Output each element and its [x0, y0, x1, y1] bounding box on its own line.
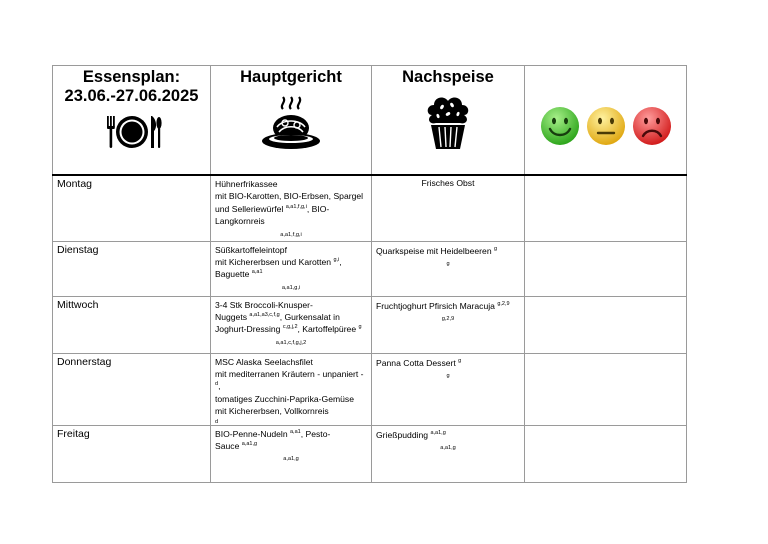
- main-dish-cell: [211, 241, 372, 296]
- main-dish-allergens: d: [215, 418, 219, 425]
- day-label: Montag: [57, 178, 93, 190]
- plan-title: Essensplan: 23.06.-27.06.2025: [64, 68, 199, 105]
- rating-cell[interactable]: [525, 296, 687, 353]
- rating-faces: [525, 66, 686, 148]
- day-label: Dienstag: [57, 243, 99, 256]
- dessert-allergens: g: [446, 372, 450, 379]
- day-row: [53, 353, 687, 425]
- main-dish: 3-4 Stk Broccoli-Knusper- Nuggets $^{a,a1,a3,c,f,g}$, Gurkensalat in Joghurt-Dressing $^{c,g,j,2}$, Kartoffelpüree $^g$: [215, 299, 362, 335]
- day-row: [53, 425, 687, 482]
- main-dish-header-cell: [211, 66, 372, 176]
- dessert-allergens: a,a1,g: [440, 444, 456, 451]
- main-dish-allergens: a,a1,g: [283, 456, 299, 463]
- rating-header-cell: [525, 66, 687, 176]
- main-dish: MSC Alaska Seelachsfilet mit mediterranen Kräutern - unpaniert - $^d$, tomatiges Zucchini-Paprika-Gemüse mit Kichererbsen, Vollkornreis: [215, 356, 364, 417]
- main-dish: Hühnerfrikassee mit BIO-Karotten, BIO-Erbsen, Spargel und Selleriewürfel $^{a,a1,f,g,i}$, BIO- Langkornreis: [215, 179, 364, 227]
- day-cell: [53, 425, 211, 482]
- dessert: Grießpudding $^{a,a1,g}$: [376, 429, 446, 440]
- rating-cell[interactable]: [525, 241, 687, 296]
- day-label: Mittwoch: [57, 298, 99, 311]
- rating-cell[interactable]: [525, 175, 687, 241]
- day-row: [53, 175, 687, 241]
- main-dish-allergens: a,a1,f,g,i: [280, 231, 302, 238]
- dessert: Fruchtjoghurt Pfirsich Maracuja $^{g,2,9}$: [376, 300, 510, 311]
- main-dish: Süßkartoffeleintopf mit Kichererbsen und Karotten $^{g,i}$, Baguette $^{a,a1}$: [215, 244, 342, 280]
- dessert-cell: [372, 175, 525, 241]
- smiley-sad-icon[interactable]: [631, 106, 673, 148]
- main-dish-header: Hauptgericht: [240, 68, 342, 86]
- main-dish-allergens: a,a1,g,i: [281, 284, 301, 291]
- muffin-icon: [372, 95, 524, 156]
- dessert: Panna Cotta Dessert $^g$: [376, 357, 462, 368]
- smiley-neutral-icon[interactable]: [585, 106, 627, 148]
- dessert-header-cell: [372, 66, 525, 176]
- day-cell: [53, 296, 211, 353]
- rating-cell[interactable]: [525, 425, 687, 482]
- day-cell: [53, 353, 211, 425]
- smiley-happy-icon[interactable]: [539, 106, 581, 148]
- day-label: Donnerstag: [57, 355, 112, 368]
- dessert-cell: [372, 296, 525, 353]
- dessert-allergens: g,2,9: [441, 315, 455, 322]
- main-dish-cell: [211, 296, 372, 353]
- dessert: Frisches Obst: [421, 178, 475, 188]
- plate-cutlery-icon: [53, 114, 210, 155]
- main-dish: BIO-Penne-Nudeln $^{a,a1}$, Pesto- Sauce $^{a,a1,g}$: [215, 428, 331, 451]
- spaghetti-plate-icon: [211, 95, 371, 158]
- day-row: [53, 241, 687, 296]
- main-dish-allergens: a,a1,c,f,g,j,2: [275, 339, 307, 346]
- dessert: Quarkspeise mit Heidelbeeren $^g$: [376, 245, 498, 256]
- day-row: [53, 296, 687, 353]
- day-label: Freitag: [57, 427, 90, 440]
- header-row: [53, 66, 687, 176]
- dessert-cell: [372, 241, 525, 296]
- day-cell: [53, 175, 211, 241]
- dessert-header: Nachspeise: [402, 68, 494, 86]
- dessert-allergens: g: [446, 260, 450, 267]
- main-dish-cell: [211, 175, 372, 241]
- day-cell: [53, 241, 211, 296]
- dessert-cell: [372, 353, 525, 425]
- meal-plan-table: [52, 65, 687, 483]
- title-cell: [53, 66, 211, 176]
- main-dish-cell: [211, 425, 372, 482]
- rating-cell[interactable]: [525, 353, 687, 425]
- main-dish-cell: [211, 353, 372, 425]
- dessert-cell: [372, 425, 525, 482]
